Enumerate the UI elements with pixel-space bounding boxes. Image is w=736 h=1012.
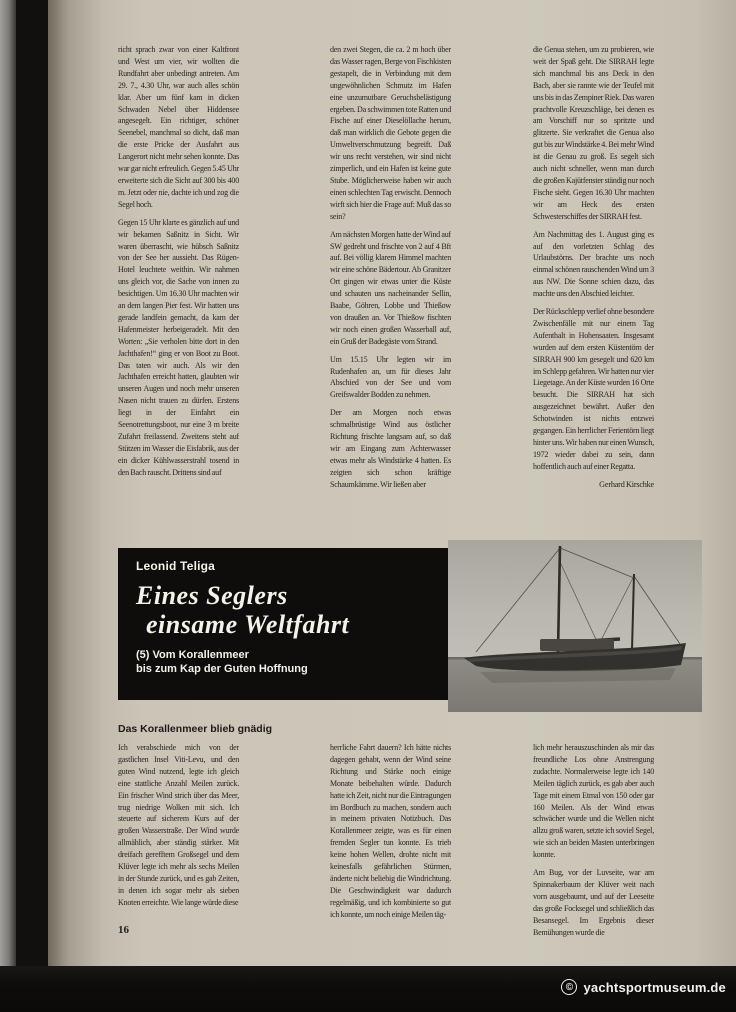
scan-bottom-edge (0, 966, 736, 1012)
paragraph: Um 15.15 Uhr legten wir im Rudenhafen an, um für dieses Jahr Abschied von der See und vom Greifswalder Bodden zu nehmen. (330, 354, 451, 400)
paragraph: richt sprach zwar von einer Kaltfront und West um vier, wir wollten die Rundfahrt aber unbedingt antreten. Am 29. 7., 4.30 Uhr, war auch alles schön klar. Aber um fünf kam in dicken Schwaden Nebel über Hiddensee angesegelt. Ein richtiger, schöner Seenebel, manchmal so dicht, daß man die erste Pricke der Ausfahrt aus Langerort nicht mehr sehen konnte. Das war gar nicht erfreulich. Gegen 5.45 Uhr erweiterte sich die Sicht auf 300 bis 400 m. Jetzt oder nie, dachte ich und zog die Segel hoch. (118, 45, 239, 209)
feature-title-line2: einsame Weltfahrt (146, 610, 350, 639)
paragraph: Der Rückschlepp verlief ohne besondere Zwischenfälle mit nur einem Tag Aufenthalt in Hohensaaten. Insgesamt wurden auf dem ersten Küstentörn der SIRRAH 900 km gesegelt und 620 km im Schlepp gefahren. Wir hatten nur vier Liegetage. An der Küste wurden 16 Orte besucht. Die SIRRAH hat sich ausgezeichnet bewährt. Außer den Schotwinden ist nichts entzwei gegangen. Ein herrlicher Ferientörn liegt hinter uns. Wir haben nur einen Wunsch, 1972 wieder dabei zu sein, dann hoffentlich auch auf einer Regatta. (533, 307, 654, 471)
paragraph: Der am Morgen noch etwas schmalbrüstige Wind aus östlicher Richtung frischte langsam auf, so daß wir am Eingang zum Achterwasser etwas mehr als Windstärke 4 hatten. Es zeigten sich schon kräftige Schaumkämme. Wir ließen aber (330, 408, 451, 489)
magazine-page (48, 0, 736, 966)
feature-subtitle-line2: bis zum Kap der Guten Hoffnung (136, 663, 308, 675)
watermark (561, 979, 726, 995)
sailboat-photo (448, 540, 702, 712)
paragraph: Ich verabschiede mich von der gastlichen Insel Viti-Levu, und den guten Wind nutzend, legte ich gleich eine stattliche Anzahl Meilen zurück. Ein frischer Wind strich über das Meer, trug niedrige Wolken mit sich. Ich steuerte auf sicherem Kurs auf der großen Wasserstraße. Der Wind wurde allmählich, aber ständig stärker. Mit dreifach gerefftem Großsegel und dem Klüver legte ich mehr als sechs Meilen in der Stunde zurück, und es gab Zeiten, in denen ich sogar mehr als sieben Knoten erreichte. Wie lange würde diese (118, 743, 239, 907)
top-article-column-3 (533, 44, 654, 534)
feature-subtitle-line1: (5) Vom Korallenmeer (136, 649, 249, 661)
paragraph: Am nächsten Morgen hatte der Wind auf SW gedreht und frischte von 2 auf 4 Bft auf. Bei völlig klarem Himmel machten wir eine schöne Bädertour. Ab Granitzer Ort gingen wir etwas unter die Küste und schauten uns nacheinander Sellin, Baabe, Göhren, Lobbe und Thießow von draußen an. Vor Thießow fischten wir noch einen großen Wasserball auf, ein Gruß der Badegäste vom Strand. (330, 229, 451, 346)
paragraph: den zwei Stegen, die ca. 2 m hoch über das Wasser ragen, Berge von Fischkisten gestapelt, die in Verbindung mit dem ungewöhnlichen Schmutz im Hafen eine unzumutbare Geruchsbelästigung ergeben. Da schwimmen tote Ratten und Fische auf einer Dieselöllache herum, daß man wirklich die Gebote gegen die Umweltverschmutzung begreift. Daß wir uns recht verstehen, wir sind nicht zimperlich, und ein Hafen ist keine gute Stube. Möglicherweise haben wir auch einen schlechten Tag erwischt. Dennoch wirft sich hier die Frage auf: Muß das so sein? (330, 45, 451, 221)
copyright-icon: © (561, 979, 577, 995)
scan-left-edge (0, 0, 16, 1012)
paragraph: die Genua stehen, um zu probieren, wie weit der Spaß geht. Die SIRRAH legte sich manchmal bis ans Deck in den Bach, aber sie rannte wie der Teufel mit uns bis in das Zempiner Riek. Das waren prachtvolle Kreuzschläge, bei denen es am Vorschiff nur so spritzte und glitzerte. Sie verkraftet die Genua also gut bis zur Windstärke 4. Bei mehr Wind ist die Genau zu groß. Es segelt sich auch nicht schneller, wenn man durch die großen Kajütfenster ständig nur noch Fische sieht. Gegen 16.30 Uhr machten wir am Heck des ersten Schwesterschiffes der SIRRAH fest. (533, 45, 654, 221)
article-author: Gerhard Kirschke (599, 479, 654, 489)
watermark-text: yachtsportmuseum.de (583, 979, 726, 995)
feature-title-line1: Eines Seglers (136, 581, 288, 610)
feature-kicker: Leonid Teliga (136, 559, 216, 573)
paragraph: herrliche Fahrt dauern? Ich hätte nichts dagegen gehabt, wenn der Wind seine Richtung und Stärke noch einige Monate beibehalten würde. Dadurch hatte ich Zeit, nicht nur die Eintragungen im Bordbuch zu machen, sondern auch in meinem privaten Notizbuch. Das Korallenmeer zeigte, was es für einen fremden Segler tun konnte. Es trieb keine hohen Wellen, drohte nicht mit keinesfalls gefährlichen Stürmen, änderte nicht beliebig die Windrichtung. Die Geschwindigkeit war dadurch regelmäßig, und ich kombinierte so gut ich konnte, um noch einige Meilen täg- (330, 743, 451, 919)
paragraph: Am Bug, vor der Luvseite, war am Spinnakerbaum der Klüver weit nach vorn ausgebaumt, und auf der Leeseite das große Focksegel und schließlich das Besansegel. Im Ergebnis dieser Bemühungen wurde die (533, 868, 654, 937)
paragraph: lich mehr herauszuschinden als mir das freundliche Los ohne Anstrengung zudachte. Normalerweise legte ich 140 Meilen täglich zurück, es gab aber auch Tage mit einem Etmal von 150 oder gar 160 Meilen. Als der Wind etwas schwächer wurde und die Wellen nicht allzu groß waren, setzte ich soviel Segel, wie sich an beiden Masten unterbringen konnte. (533, 743, 654, 860)
feature-subtitle (136, 648, 432, 676)
bottom-article-column-3 (533, 742, 654, 942)
bottom-article-heading: Das Korallenmeer blieb gnädig (118, 723, 273, 735)
top-article-column-1 (118, 44, 239, 534)
bottom-article-column-2 (330, 742, 451, 942)
paragraph: Gegen 15 Uhr klarte es gänzlich auf und wir bekamen Saßnitz in Sicht. Wir waren überrascht, wie hübsch Saßnitz von der See her aussieht. Das Rügen-Hotel leuchtete weithin. Wir nahmen uns gleich vor, die Sache von innen zu besichtigen. Um 16.30 Uhr machten wir an dem langen Pier fest. Wir hatten uns gerade landfein gemacht, da kam der Hafenmeister herbeigeradelt. Mit den Worten: „Sie verholen bitte dort in den Jachthafen!“ ging er von Boot zu Boot. Das taten wir auch. Als wir den Jachthafen erreicht hatten, glaubten wir unseren Augen und noch mehr unseren Nasen nicht trauen zu dürfen. Erstens liegt in der Einfahrt ein Seenotrettungsboot, nur eine 3 m breite Zufahrt freilassend. Zweitens steht auf Stützen im Wasser die Eisfabrik, aus der ein dicker Kühlwasserstrahl tosend in den Bach rauscht. Drittens sind auf (118, 217, 239, 477)
page-number: 16 (118, 924, 129, 936)
feature-title (136, 581, 432, 639)
paragraph: Am Nachmittag des 1. August ging es auf den vorletzten Schlag des Urlaubstörns. Der brachte uns noch einmal schönen rauschenden Wind um 3 aus NW. Die Sonne schien dazu, das machte uns den Abschied leichter. (533, 229, 654, 299)
bottom-article-column-1 (118, 742, 239, 942)
top-article-column-2 (330, 44, 451, 534)
feature-title-box (118, 548, 448, 700)
